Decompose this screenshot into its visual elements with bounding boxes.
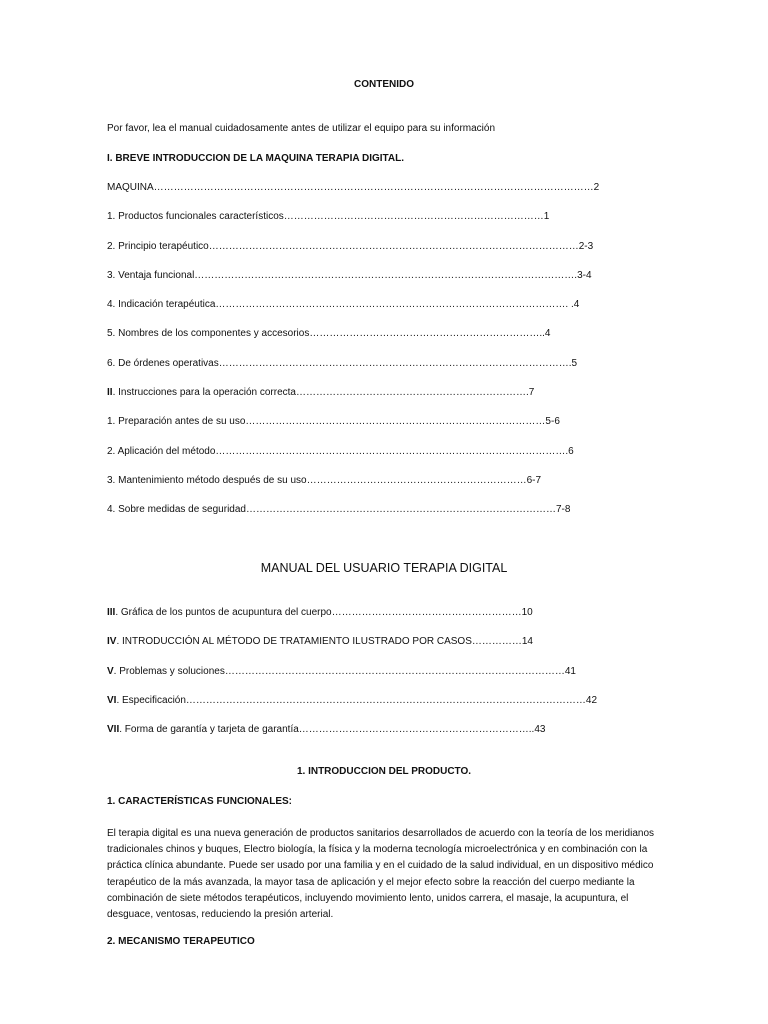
toc-entry-text: . Gráfica de los puntos de acupuntura del cuerpo…………………………………………………10 (115, 607, 533, 618)
toc-entry (107, 504, 570, 516)
mechanism-heading: 2. MECANISMO TERAPEUTICO (107, 936, 255, 947)
toc-entry-text: 6. De órdenes operativas…………………………………………………………………………………………….5 (107, 358, 578, 369)
toc-entry (107, 241, 593, 253)
toc-entry-text: . Forma de garantía y tarjeta de garantía……………………………………………………………..43 (119, 724, 546, 735)
toc-entry-text: 3. Ventaja funcional…………………………………………………………………………………………………….3-4 (107, 270, 592, 281)
toc-entry (107, 416, 560, 428)
product-intro-heading: 1. INTRODUCCION DEL PRODUCTO. (296, 766, 472, 777)
features-paragraph: El terapia digital es una nueva generación de productos sanitarios desarrollados de acuerdo con la teoría de los meridianos tradicionales chinos y buques, Electro biología, la física y la moderna tecnología microelectrónica y en combinación con la práctica clínica abundante. Puede ser usado por una familia y en el cuidado de la salud individual, en un dispositivo médico terapéutico de la más avanzada, la mayor tasa de aplicación y el mejor efecto sobre la reacción del cuerpo mediante la combinación de siete métodos terapéuticos, incluyendo movimiento lento, unidos carrera, el masaje, la acupuntura, el desguace, ventosas, reduciendo la presión arterial. (107, 828, 655, 921)
toc-entry-roman: III (107, 607, 116, 618)
toc-entry (107, 636, 533, 648)
toc-entry (107, 211, 549, 223)
toc-entry-roman: VI (107, 695, 117, 706)
toc-entry (107, 328, 550, 340)
toc-entry (107, 358, 577, 370)
toc-entry (107, 387, 534, 399)
toc-entry (107, 270, 592, 282)
toc-entry-text: . INTRODUCCIÓN AL MÉTODO DE TRATAMIENTO ILUSTRADO POR CASOS……………14 (116, 636, 533, 647)
features-heading: 1. CARACTERÍSTICAS FUNCIONALES: (107, 796, 293, 807)
toc-entry-text: 4. Sobre medidas de seguridad…………………………………………………………………………………7-8 (107, 504, 571, 515)
toc-entry-text: 5. Nombres de los componentes y accesorios……………………………………………………………..4 (107, 328, 551, 339)
manual-title: MANUAL DEL USUARIO TERAPIA DIGITAL (260, 561, 508, 575)
toc-entry-text: 4. Indicación terapéutica……………………………………………………………………………………………. .4 (107, 299, 580, 310)
toc-entry (107, 724, 545, 736)
toc-entry-roman: IV (107, 636, 117, 647)
intro-note: Por favor, lea el manual cuidadosamente antes de utilizar el equipo para su información (107, 123, 496, 134)
toc-entry-roman: V (107, 666, 114, 677)
toc-entry-text: 1. Preparación antes de su uso………………………………………………………………………………5-6 (107, 416, 560, 427)
section-i-heading: I. BREVE INTRODUCCION DE LA MAQUINA TERAPIA DIGITAL. (107, 153, 405, 164)
toc-entry-text: . Instrucciones para la operación correcta…………………………………………………………….7 (112, 387, 535, 398)
toc-entry (107, 695, 597, 707)
toc-entry-roman: II (107, 387, 113, 398)
toc-entry-text: 1. Productos funcionales característicos……………………………………………………………………1 (107, 211, 550, 222)
contents-title: CONTENIDO (354, 79, 414, 90)
toc-entry (107, 446, 574, 458)
toc-entry-text: . Especificación…………………………………………………………………………………………………………42 (116, 695, 598, 706)
toc-entry (107, 475, 541, 487)
toc-entry-text: MAQUINA……………………………………………………………………………………………………………………2 (107, 182, 600, 193)
toc-entry-roman: VII (107, 724, 120, 735)
toc-entry-text: 2. Principio terapéutico…………………………………………………………………………………………………2-3 (107, 241, 594, 252)
toc-entry-text: 2. Aplicación del método…………………………………………………………………………………………….6 (107, 446, 574, 457)
toc-entry-text: . Problemas y soluciones…………………………………………………………………………………………41 (113, 666, 576, 677)
toc-entry (107, 607, 533, 619)
toc-entry (107, 666, 576, 678)
toc-entry (107, 299, 579, 311)
toc-entry (107, 182, 599, 194)
toc-entry-text: 3. Mantenimiento método después de su uso…………………………………………………………6-7 (107, 475, 542, 486)
